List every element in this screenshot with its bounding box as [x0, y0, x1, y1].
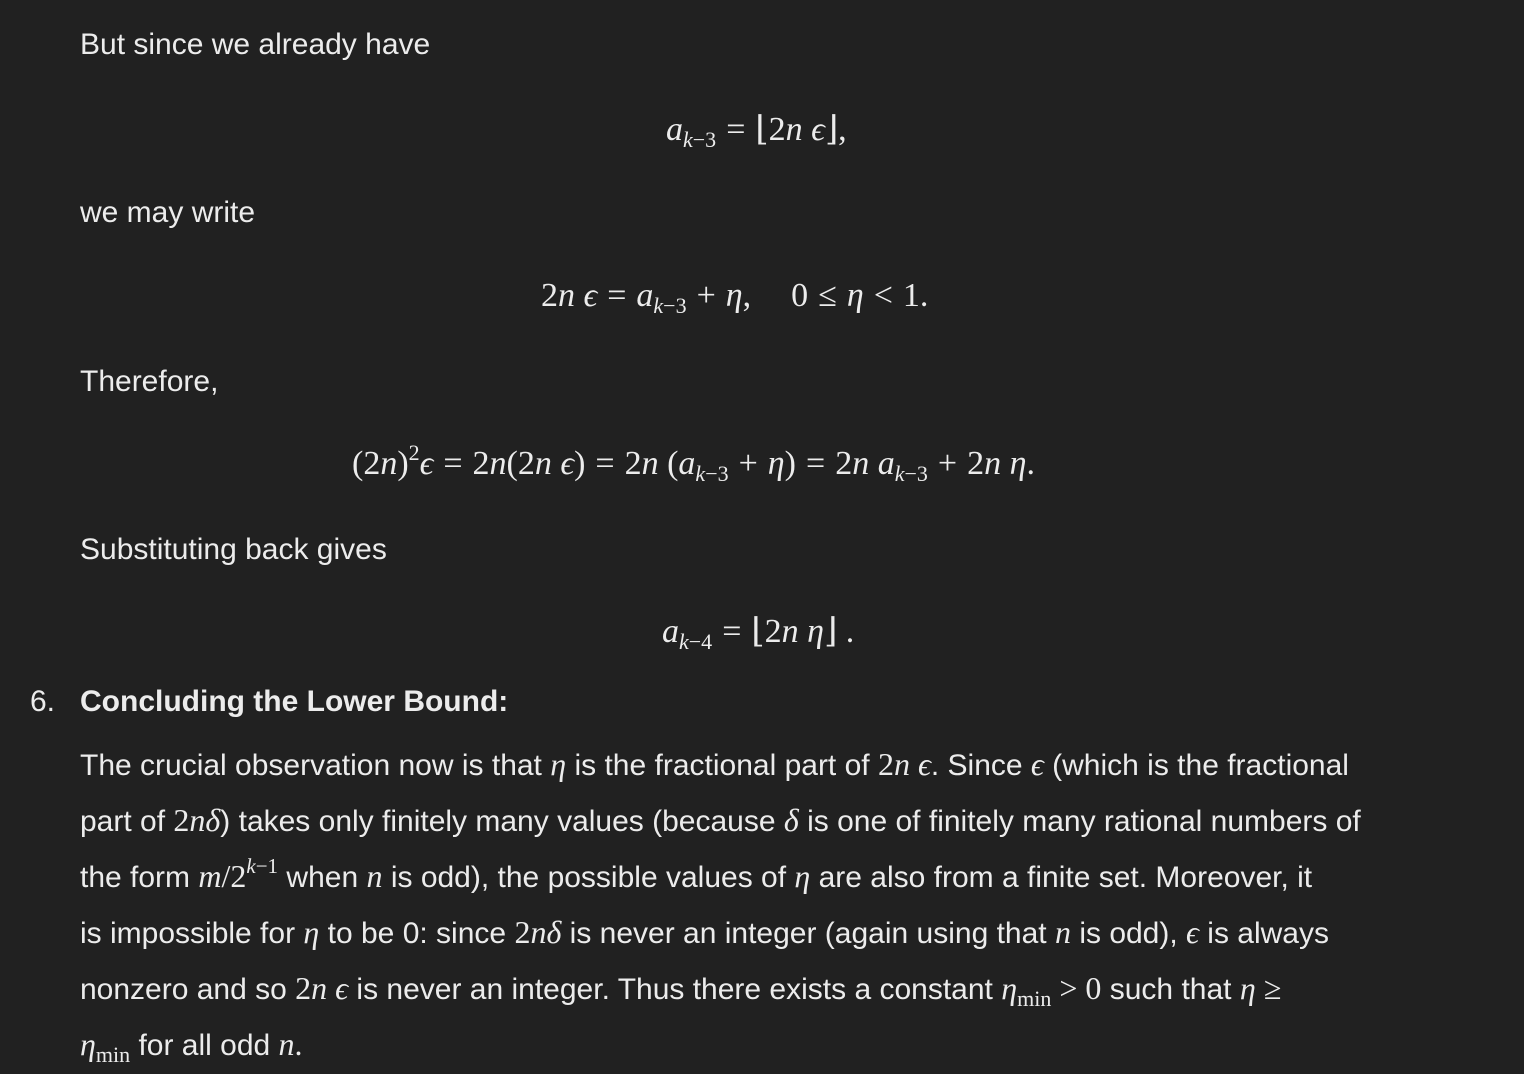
- body-line-2: part of 2nδ) takes only finitely many values (because δ is one of finitely many rational numbers of: [80, 802, 1361, 838]
- text-substituting-back: Substituting back gives: [80, 533, 387, 566]
- text-we-may-write: we may write: [80, 196, 256, 229]
- body-line-3: the form $m/2^{k-1}$ when n is odd), the possible values of η are also from a finite set. Moreover, it: [80, 854, 1313, 894]
- equation-2n-epsilon: 2n $\epsilon = a_{k-3} + \eta$, 0 ≤ η < 1.: [541, 277, 929, 318]
- list-item-number: 6.: [30, 685, 56, 718]
- body-line-6: $\eta_{min}$ for all odd n.: [80, 1026, 303, 1067]
- text-but-since: But since we already have: [80, 28, 431, 61]
- list-item-body: [80, 736, 1510, 1072]
- body-line-5: nonzero and so 2n ϵ is never an integer. Thus there exists a constant $\eta_{min} > 0$ such that η ≥: [80, 970, 1282, 1011]
- body-line-4: is impossible for η to be 0: since 2nδ is never an integer (again using that n is odd), ϵ is always: [80, 914, 1329, 950]
- equation-a-k-minus-4: $a_{k-4}$ = ⌊2n η⌋ .: [662, 613, 855, 654]
- body-line-1: The crucial observation now is that η is the fractional part of 2n ϵ. Since ϵ (which is the fractional: [80, 746, 1349, 782]
- equation-2n-squared: $(2n)^2\epsilon = 2n(2n$ ϵ) = 2n $(a_{k-3} + \eta) = 2n$ $a_{k-3} + 2n$ η.: [352, 440, 1035, 486]
- list-item-heading: Concluding the Lower Bound:: [80, 685, 509, 718]
- text-therefore: Therefore,: [80, 365, 219, 398]
- equation-a-k-minus-3: $a_{k-3}$ = ⌊2n ϵ⌋,: [666, 111, 847, 152]
